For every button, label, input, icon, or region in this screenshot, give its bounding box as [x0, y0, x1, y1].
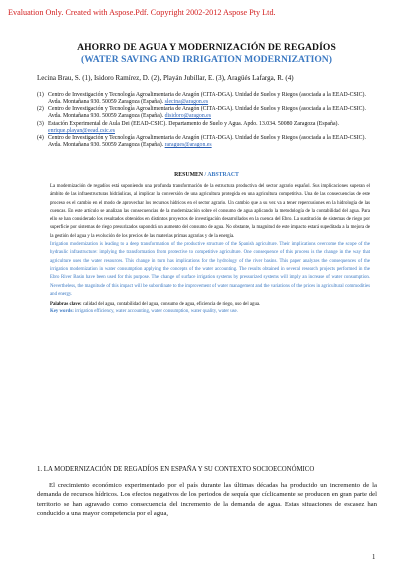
- section-heading: 1. LA MODERNIZACIÓN DE REGADÍOS EN ESPAÑA Y SU CONTEXTO SOCIOECONÓMICO: [37, 466, 315, 473]
- paper-title: AHORRO DE AGUA Y MODERNIZACIÓN DE REGADÍOS: [77, 42, 336, 53]
- authors-line: Lecina Brau, S. (1), Isidoro Ramírez, D. (2), Playán Jubillar, E. (3), Aragüés Lafarga, R. (4): [37, 74, 294, 82]
- email-link[interactable]: disidoro@aragon.es: [164, 113, 211, 120]
- abstract-heading-separator: /: [203, 172, 208, 178]
- title-block: [0, 42, 413, 65]
- affiliation-address: Estación Experimental de Aula Dei (EEAD-CSIC). Departamento de Suelo y Agua. Apdo. 13.034. 50080 Zaragoza (España).: [48, 120, 339, 127]
- affiliation-number: (4): [37, 134, 44, 141]
- affiliation-address: Centro de Investigación y Tecnología Agroalimentaria de Aragón (CITA-DGA). Unidad de Suelos y Riegos (asociada a la EEAD-CSIC). Avda. Montañana 930. 50059 Zaragoza (España).: [48, 92, 366, 106]
- abstract-english: Irrigation modernization is leading to a deep transformation of the productive structure of the Spanish agriculture. Their implications overcome the scope of the hydraulic infrastructure: implying the transformation from protective to competitive agriculture. One consequence of this process is the change in the way that agriculture uses the water resources. This change in turn has implications for the hydrology of the river basins. This paper analyzes the consequences of the irrigation modernization in water consumption applying the concepts of the water accounting. The results obtained in several research projects performed in the Ebro River Basin have been used for this purpose. The change of surface irrigation systems by pressurized systems will imply an increase of water consumption. Nevertheless, the magnitude of this impact will be subordinate to the improvement of water management and the variations of the prices in agricultural commodities and energy.: [50, 242, 370, 297]
- keywords-value: calidad del agua, contabilidad del agua, consumo de agua, eficiencia de riego, uso del agua.: [82, 302, 261, 308]
- email-link[interactable]: slecina@aragon.es: [164, 99, 209, 106]
- affiliation-number: (3): [37, 120, 44, 127]
- abstract-heading-es: RESUMEN: [174, 172, 204, 178]
- keywords-label: Key words:: [50, 308, 74, 314]
- abstract-heading-en: ABSTRACT: [207, 172, 239, 178]
- body-paragraph: El crecimiento económico experimentado por el país durante las últimas décadas ha producido un incremento de la demanda de recursos hídricos. Los efectos negativos de los periodos de sequía que cíclicamente se producen en gran parte del territorio se han agravado como consecuencia del incremento de la demanda de agua. Estas situaciones de escasez han conducido a una mayor competencia por el agua,: [37, 482, 377, 518]
- affiliations: [37, 92, 377, 149]
- email-link[interactable]: raragues@aragon.es: [164, 142, 212, 149]
- affiliation-text: [48, 121, 377, 135]
- abstract-heading: [0, 172, 413, 178]
- watermark: Evaluation Only. Created with Aspose.Pdf. Copyright 2002-2012 Aspose Pty Ltd.: [8, 8, 276, 17]
- abstract-spanish: La modernización de regadíos está suponiendo una profunda transformación de la estructura productiva del sector agrario español. Sus implicaciones superan el ámbito de las infraestructuras hidráulicas, al implicar la conversión de una agricultura protegida en una agricultura competitiva. Una de las consecuencias de este proceso es el cambio en el modo de aprovechar los recursos hídricos en el sector agrario. Un cambio que a su vez va a tener repercusiones en la hidrología de las cuencas. En este artículo se analizan las consecuencias de la modernización sobre el consumo de agua aplicando la metodología de la contabilidad del agua. Para ello se han considerado los resultados obtenidos en distintos proyectos de investigación desarrollados en la cuenca del Ebro. La sustitución de sistemas de riego por superficie por sistemas de riego presurizados supondrá un aumento del consumo de agua. No obstante, la magnitud de este impacto estará supeditada a la mejora de la gestión del agua y la evolución de los precios de las materias primas agrarias y de la energía.: [50, 184, 370, 239]
- page-number: 1: [372, 554, 376, 561]
- affiliation-number: (1): [37, 92, 44, 98]
- email-link[interactable]: enrique.playan@eead.csic.es: [48, 127, 115, 134]
- affiliation-text: [48, 106, 377, 120]
- paper-title-english: (WATER SAVING AND IRRIGATION MODERNIZATION): [81, 54, 332, 65]
- keywords-english: [50, 309, 370, 316]
- keywords-label: Palabras clave:: [50, 302, 82, 308]
- affiliation-item: [37, 121, 377, 135]
- affiliation-number: (2): [37, 106, 44, 113]
- affiliation-item: [37, 92, 377, 106]
- affiliation-item: [37, 106, 377, 120]
- abstract: [50, 183, 370, 456]
- affiliation-address: Centro de Investigación y Tecnología Agroalimentaria de Aragón (CITA-DGA). Unidad de Suelos y Riegos (asociada a la EEAD-CSIC). Avda. Montañana 930. 50059 Zaragoza (España).: [48, 134, 366, 149]
- keywords-value: irrigation efficiency, water accounting, water consumption, water quality, water use.: [75, 308, 238, 314]
- affiliation-item: [37, 135, 377, 149]
- affiliation-address: Centro de Investigación y Tecnología Agroalimentaria de Aragón (CITA-DGA). Unidad de Suelos y Riegos (asociada a la EEAD-CSIC). Avda. Montañana 930. 50059 Zaragoza (España).: [48, 106, 366, 120]
- affiliation-text: [48, 92, 377, 106]
- affiliation-text: [48, 135, 377, 149]
